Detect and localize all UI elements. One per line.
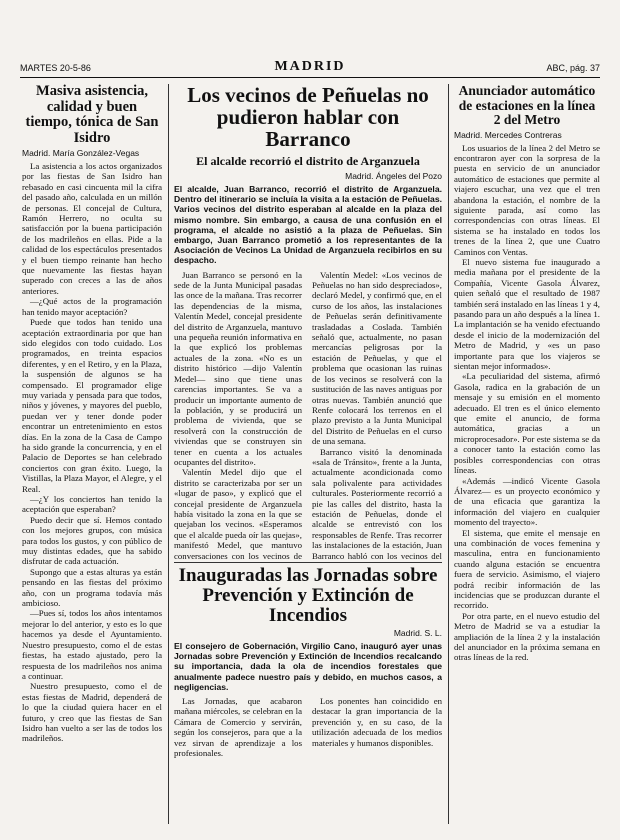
article-san-isidro — [22, 84, 162, 824]
article-body-col1 — [174, 696, 302, 806]
paragraph: —Pues sí, todos los años intentamos mejorar lo del anterior, y esto es lo que hacemos ya desde el Ayuntamiento. Nuestro presupuesto, como el de estas fiestas, ha estado ajustado, pero la respuesta de los madrileños nos anima a continuar. — [22, 608, 162, 681]
page-number: ABC, pág. 37 — [546, 63, 600, 73]
section-title: MADRID — [274, 59, 346, 74]
paragraph: El sistema, que emite el mensaje en una combinación de voces femenina y masculina, entra en funcionamiento cuando alguna estación se encuentra fuera de servicio. Asimismo, el viajero podrá recibir información de las incidencias que se produzcan durante el recorrido. — [454, 527, 600, 611]
column-divider — [448, 84, 449, 824]
paragraph: Valentín Medel dijo que el distrito se caracterizaba por ser un «lugar de paso», y explicó que el concejal presidente de Arganzuela había visitado la zona en la que se quejaban los vecinos. «Esperamos que el alcalde pueda oír las quejas», manifestó Medel, que mantuvo conversaciones con los vecinos de — [174, 467, 302, 560]
column-divider — [168, 84, 169, 824]
article-lead: El consejero de Gobernación, Virgilio Cano, inauguró ayer unas Jornadas sobre Prevención y Extinción de Incendios recalcando su importancia, dada la ola de incendios forestales que anualmente padece nuestro país y debido, en muchos casos, a negligencias. — [174, 641, 442, 692]
article-divider — [174, 562, 442, 563]
paragraph: «Además —indicó Vicente Gasola Álvarez— es un proyecto económico y de una eficacia que garantiza la información del viajero en cualquier momento del trayecto». — [454, 475, 600, 528]
header-date: MARTES 20-5-86 — [20, 63, 91, 73]
article-byline: Madrid. S. L. — [393, 628, 442, 638]
paragraph: Puede que todos han tenido una aceptación extraordinaria por que han sido elegidos con todo cuidado. Los programados, en treinta espacios diferentes, y en el Retiro, y en la Plaza, la suspensión de algunos se ha compensado. El programador elige muy variada y pensada para que todos, niños y jóvenes, y mayores del pueblo, puedan ver y tener donde poder encontrar un entretenimiento en estos días. En la zona de la Casa de Campo ha sido grande la concurrencia, y en el Palacio de Deportes se han celebrado conciertos con gran éxito. Luego, la Vistillas, la Plaza Mayor, el Alegre, y el Real. — [22, 317, 162, 494]
article-penuelas — [174, 84, 442, 560]
paragraph: Las Jornadas, que acabaron mañana miércoles, se celebran en la Cámara de Comercio y servirán, según los consejeros, para que a la vez sirvan de aprendizaje a los profesionales. — [174, 696, 302, 759]
paragraph: Juan Barranco se personó en la sede de la Junta Municipal pasadas las once de la mañana. Tras recorrer las dependencias de la misma, Valentín Medel, concejal presidente del distrito de Arganzuela, mantuvo una pequeña reunión informativa en la que explicó los problemas actuales de la zona. «No es un distrito histórico —dijo Valentín Medel— sino que tiene unas carencias importantes. Se va a producir un importante aumento de la población, y se producirá un problema de vivienda, que se resolverá con la construcción de viviendas que se construyen sin tener en cuenta a los actuales ocupantes del distrito». — [174, 269, 302, 467]
article-byline: Madrid. Ángeles del Pozo — [345, 171, 442, 181]
paragraph: Nuestro presupuesto, como el de estas fiestas de Madrid, dependerá de lo que la ciudad quiera hacer en el futuro, y creo que las fiestas de San Isidro han vuelto a ser las de todos los madrileños. — [22, 681, 162, 744]
article-byline: Madrid. Mercedes Contreras — [454, 129, 562, 140]
article-byline: Madrid. María González-Vegas — [22, 148, 140, 158]
paragraph: —¿Qué actos de la programación han tenido mayor aceptación? — [22, 296, 162, 317]
article-headline: Anunciador automático de estaciones en la línea 2 del Metro — [458, 84, 596, 127]
article-body-col2 — [312, 696, 442, 806]
paragraph: «La peculiaridad del sistema, afirmó Gasola, radica en la grabación de un mensaje y su emisión en el momento adecuado. El tren es el único elemento que emite el anuncio, de forma automática, gracias a un microprocesador». Por este sistema se da a conocer tanto la estación como las posibles correspondencias con otras líneas. — [454, 371, 600, 476]
paragraph: Por otra parte, en el nuevo estudio del Metro de Madrid se va a estudiar la ampliación de la línea 2 y la instalación del anunciador en la próxima semana en otras líneas de la red. — [454, 610, 600, 663]
paragraph: Valentín Medel: «Los vecinos de Peñuelas no han sido despreciados», declaró Medel, y confirmó que, en el curso de los años, las instalaciones de Peñuelas serán definitivamente trasladadas a Coslada. También señaló que, actualmente, no pasan mercancías peligrosas por la estación de Peñuelas, y que el problema que ocasionan las ruinas de los vecinos se resolverá con la sustitución de las naves antiguas por otras nuevas. También anunció que Renfe colocará los terrenos en el plazo previsto a la Junta Municipal del Distrito de Peñuelas en el curso de una semana. — [312, 269, 442, 447]
article-headline: Los vecinos de Peñuelas no pudieron hablar con Barranco — [187, 84, 429, 151]
article-body-col2 — [312, 270, 442, 560]
paragraph: —¿Y los conciertos han tenido la aceptación que esperaban? — [22, 494, 162, 515]
paragraph: Los ponentes han coincidido en destacar la gran importancia de la prevención y, en su caso, de la utilización adecuada de los medios materiales y humanos disponibles. — [312, 696, 442, 748]
paragraph: Barranco visitó la denominada «sala de Tránsito», frente a la Junta, actualmente acondicionada como sala polivalente para actividades culturales. Posteriormente recorrió a pie las calles del distrito, hasta la estación de Peñuelas, donde el alcalde se entrevistó con los responsables de Renfe. Tras recorrer las instalaciones de la estación, Juan Barranco habló con los vecinos del — [312, 446, 442, 560]
article-headline: Inauguradas las Jornadas sobre Prevención y Extinción de Incendios — [178, 566, 438, 626]
paragraph: Supongo que a estas alturas ya están pensando en las fiestas del próximo año, con un programa todavía más ambicioso. — [22, 566, 162, 609]
article-incendios — [174, 566, 442, 824]
article-body-col1 — [174, 270, 302, 560]
header-rule — [20, 77, 600, 78]
article-body — [22, 161, 162, 744]
article-headline: Masiva asistencia, calidad y buen tiempo, tónica de San Isidro — [25, 84, 159, 146]
paragraph: Los usuarios de la línea 2 del Metro se encontraron ayer con la sorpresa de la puesta en servicio de un anunciador automático de estaciones que permite al viajero escuchar, una vez que el tren abandona la estación, el nombre de la siguiente parada, así como las correspondencias con otras líneas. El sistema se ha instalado en todos los trenes de la línea 2, que une Cuatro Caminos con Ventas. — [454, 142, 600, 257]
article-body — [454, 143, 600, 663]
article-lead: El alcalde, Juan Barranco, recorrió el distrito de Arganzuela. Dentro del itinerario se incluía la visita a la estación de Peñuelas. Varios vecinos del distrito esperaban al alcalde en la plaza del mismo nombre. Sin embargo, a causa de una confusión en el programa, el alcalde no asistió a la plaza de Peñuelas. Sin embargo, Juan Barranco prometió a los representantes de la Asociación de Vecinos La Unidad de Arganzuela recibirlos en su despacho. — [174, 184, 442, 266]
paragraph: La asistencia a los actos organizados por las fiestas de San Isidro han rebasado en casi cincuenta mil la cifra del pasado año, calculada en un millón de personas. El concejal de Cultura, Ramón Herrero, no oculta su satisfacción por la buena participación de los madrileños en ellas. Pide a la calidad de los espectáculos presentados y el buen tiempo reinante han hecho que nuevamente las fiestas hayan superado con creces a las de años anteriores. — [22, 161, 162, 296]
paragraph: El nuevo sistema fue inaugurado a media mañana por el presidente de la Compañía, Vicente Gasola Álvarez, quien señaló que el resultado de 1987 también será instalado en las líneas 1 y 4, pasando para un año después a la línea 1. La implantación se ha venido efectuando desde el inicio de la modernización del Metro de Madrid, y «es un paso importante para que los viajeros se sientan mejor informados». — [454, 256, 600, 372]
article-metro — [454, 84, 600, 824]
article-subheadline: El alcalde recorrió el distrito de Arganzuela — [196, 154, 420, 168]
article-columns — [174, 270, 442, 560]
article-columns — [174, 696, 442, 806]
paragraph: Puedo decir que sí. Hemos contado con los mejores grupos, con música para todos los gustos, y con público de muy distintas edades, que ha sabido disfrutar de cada actuación. — [22, 514, 162, 567]
page-header — [20, 60, 600, 76]
